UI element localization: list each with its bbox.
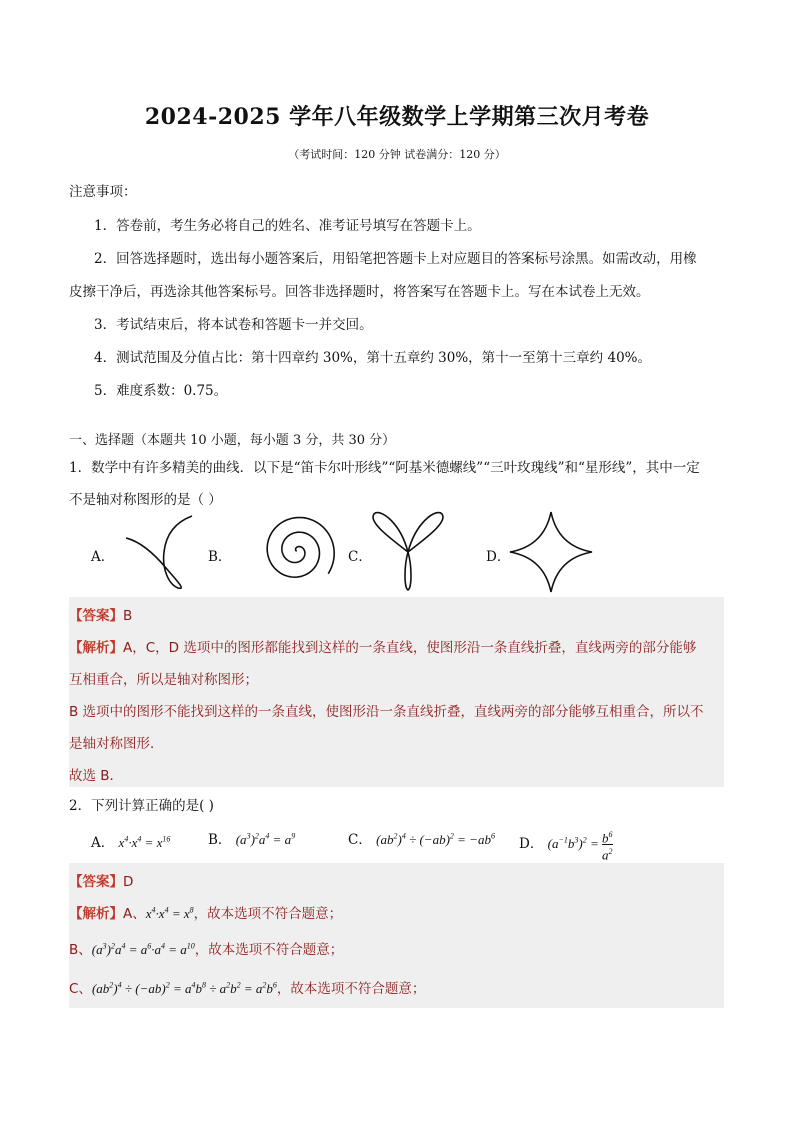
notice-item-5: 5．难度系数：0.75。: [94, 383, 228, 399]
q1-answer: 【答案】B: [69, 608, 133, 624]
q1-answer-box: [69, 597, 724, 787]
notice-item-2: 2．回答选择题时，选出每小题答案后，用铅笔把答题卡上对应题目的答案标号涂黑。如需改动，用橡: [94, 251, 697, 267]
q1-stem-line2: 不是轴对称图形的是（ ）: [69, 492, 222, 508]
notice-item-4: 4．测试范围及分值占比：第十四章约 30%，第十五章约 30%，第十一至第十三章约 40%。: [94, 350, 651, 366]
q2-analysis-b-formula: $(a^3)^2a^4 = a^6\cdot a^4 = a^{10}$: [91, 941, 195, 957]
exam-subtitle: （考试时间：120 分钟 试卷满分：120 分）: [288, 148, 506, 161]
q1-figure-spiral: [256, 510, 338, 592]
q1-option-c-label: C．: [348, 549, 372, 565]
q2-option-d-formula: $(a^{-1}b^3)^2$ = $\frac{b^6}{a^2}$: [547, 830, 613, 863]
q2-option-b: B． $(a^3)^2a^4 = a^9$: [208, 831, 296, 848]
q1-figure-rose: [368, 508, 448, 592]
q1-analysis-line4: 是轴对称图形．: [69, 736, 164, 752]
q2-analysis-c: C、$(ab^2)^4 \div (-ab)^2 = a^4b^8 \div a^2b^2 = a^2b^6$，故本选项不符合题意；: [69, 980, 426, 997]
notice-item-3: 3．考试结束后，将本试卷和答题卡一并交回。: [94, 317, 373, 333]
q2-analysis-b: B、$(a^3)^2a^4 = a^6\cdot a^4 = a^{10}$，故本选项不符合题意；: [69, 941, 344, 958]
q2-stem: 2．下列计算正确的是( ): [69, 798, 214, 814]
q1-stem-line1: 1．数学中有许多精美的曲线．以下是“笛卡尔叶形线”“阿基米德螺线”“三叶玫瑰线”和“星形线”，其中一定: [69, 460, 700, 476]
q2-analysis-a-formula: $x^4\cdot x^4 = x^8$: [145, 905, 194, 921]
q2-analysis-a: 【解析】A、$x^4\cdot x^4 = x^8$，故本选项不符合题意；: [69, 905, 343, 922]
q2-option-d: D． $(a^{-1}b^3)^2$ = $\frac{b^6}{a^2}$: [519, 830, 613, 863]
notice-heading: 注意事项：: [69, 184, 137, 200]
q2-option-c-formula: $(ab^2)^4 \div (-ab)^2 = -ab^6$: [376, 831, 495, 847]
notice-item-2-cont: 皮擦干净后，再选涂其他答案标号。回答非选择题时，将答案写在答题卡上。写在本试卷上无效。: [69, 284, 650, 300]
page-title: 2024-2025 学年八年级数学上学期第三次月考卷: [144, 104, 650, 130]
q1-option-d-label: D．: [486, 549, 511, 565]
q2-answer: 【答案】D: [69, 874, 134, 890]
q1-option-b-label: B．: [208, 549, 232, 565]
q2-option-a-formula: $x^4\cdot x^4 = x^{16}$: [118, 834, 171, 850]
q1-figure-astroid: [508, 510, 594, 594]
q2-analysis-c-formula: $(ab^2)^4 \div (-ab)^2 = a^4b^8 \div a^2b^2 = a^2b^6$: [91, 980, 277, 996]
q1-analysis-line1: 【解析】A，C，D 选项中的图形都能找到这样的一条直线，使图形沿一条直线折叠，直线两旁的部分能够: [69, 640, 697, 656]
section-heading: 一、选择题（本题共 10 小题，每小题 3 分，共 30 分）: [69, 433, 396, 448]
notice-item-1: 1．答卷前，考生务必将自己的姓名、准考证号填写在答题卡上。: [94, 218, 481, 234]
q1-analysis-line2: 互相重合，所以是轴对称图形；: [69, 672, 258, 688]
q1-analysis-line5: 故选 B．: [69, 768, 124, 784]
q2-option-b-formula: $(a^3)^2a^4 = a^9$: [235, 831, 296, 847]
q2-option-c: C． $(ab^2)^4 \div (-ab)^2 = -ab^6$: [348, 831, 495, 848]
q1-figure-folium: [120, 512, 198, 592]
q1-option-a-label: A．: [91, 549, 115, 565]
q1-analysis-line3: B 选项中的图形不能找到这样的一条直线，使图形沿一条直线折叠，直线两旁的部分能够互相重合，所以不: [69, 704, 704, 720]
q2-option-a: A． $x^4\cdot x^4 = x^{16}$: [91, 834, 171, 851]
